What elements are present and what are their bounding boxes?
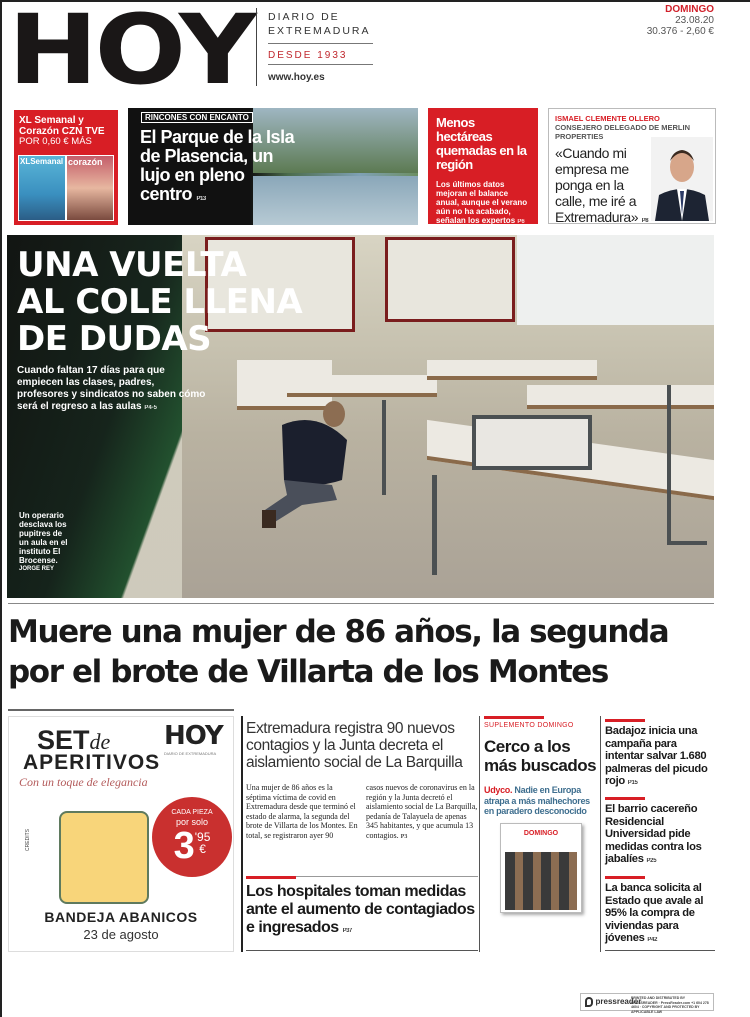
- page-ref: P4-5: [144, 405, 157, 411]
- ad-brand-logo: HOY: [164, 721, 223, 751]
- worker-figure: [262, 400, 352, 530]
- story-headline: Extremadura registra 90 nuevos contagios y la Junta decreta el aislamiento social de La Barquilla: [246, 720, 463, 771]
- classroom-wall: [517, 235, 714, 325]
- body-text: casos nuevos de coronavirus en la región y la Junta decretó el aislamiento social de La Barquilla, pedanía de Talayuela de apenas 345 habitantes, y que acumula 13 contagios.: [366, 783, 478, 840]
- classroom-window: [385, 237, 515, 322]
- teaser-headline: Menos hectáreas quemadas en la región: [436, 115, 527, 172]
- magazine-title: corazón: [68, 157, 103, 167]
- teaser-supplement[interactable]: [14, 110, 118, 225]
- interviewee-name: ISMAEL CLEMENTE OLLERO: [555, 114, 660, 123]
- brief-item[interactable]: [605, 719, 715, 790]
- page-ref: P37: [342, 928, 352, 934]
- classroom-desk: [287, 375, 437, 397]
- body-column: Una mujer de 86 años es la séptima víctima de covid en Extremadura desde que terminó el estado de alarma, la segunda del brote de Villarta de los Montes. En total, se registraron ayer 90: [246, 783, 358, 840]
- body-column: [366, 783, 478, 843]
- price-cents: '95: [194, 830, 211, 844]
- cover-photo-grid: [505, 852, 577, 910]
- story-hospitales[interactable]: [246, 880, 478, 940]
- page-ref: P25: [646, 858, 657, 865]
- headline-line: DE DUDAS: [17, 319, 212, 359]
- upturned-chair: [472, 415, 592, 470]
- story-body: [246, 783, 478, 843]
- headline-line: por el brote de Villarta de los Montes: [8, 654, 608, 690]
- pressreader-badge[interactable]: [580, 993, 714, 1014]
- suplemento-domingo[interactable]: [484, 716, 597, 913]
- teaser-kicker: RINCONES CON ENCANTO: [141, 112, 253, 123]
- page-ref: P15: [627, 780, 638, 787]
- masthead-logo[interactable]: HOY: [8, 0, 254, 106]
- headline-text: El barrio cacereño Residencial Universidad pide medidas contra los jabalíes: [605, 803, 702, 866]
- interviewee-role: CONSEJERO DELEGADO DE MERLIN PROPERTIES: [555, 123, 691, 141]
- badge-line: por solo: [175, 817, 209, 827]
- badge-line: CADA PIEZA: [171, 809, 213, 816]
- ad-aperitivos: APERITIVOS: [23, 751, 161, 774]
- pressreader-notice: PRINTED AND DISTRIBUTED BY PRESSREADER · PressReader.com +1 604 278 4604 · COPYRIGHT AND PROTECTED BY APPLICABLE LAW: [631, 996, 709, 1014]
- brief-headline: [605, 725, 715, 790]
- story-rule: [246, 950, 478, 951]
- suplemento-headline: Cerco a los más buscados: [484, 737, 597, 775]
- red-accent-bar: [484, 716, 544, 719]
- suplemento-summary: [484, 785, 597, 817]
- ad-vertical-text: CREDITS: [24, 829, 31, 851]
- price-currency: €: [199, 842, 206, 856]
- masthead-rule: [268, 64, 373, 65]
- suplemento-cover: [500, 823, 582, 913]
- de-word: de: [89, 729, 111, 754]
- quote-text: «Cuando mi empresa me ponga en la calle, me iré a Extremadura»: [555, 145, 639, 225]
- cover-title: DOMINGO: [523, 829, 559, 837]
- summary-text: Los últimos datos mejoran el balance anual, aunque el verano aún no ha acabado, señalan los expertos: [436, 180, 528, 225]
- ad-date: 23 de agosto: [83, 927, 159, 942]
- supplement-title: XL Semanal y Corazón CZN TVE: [19, 115, 105, 137]
- subtitle-line1: DIARIO DE: [268, 11, 340, 23]
- lead-headline[interactable]: [8, 612, 668, 692]
- page-ref: P42: [647, 937, 658, 944]
- masthead-divider: [256, 8, 257, 86]
- masthead-rule: [268, 43, 373, 44]
- pressreader-label: pressreader: [595, 997, 642, 1006]
- teaser-plasencia[interactable]: [128, 108, 418, 225]
- supplement-price: POR 0,60 € MÁS: [19, 136, 92, 147]
- main-story-summary: [17, 365, 207, 414]
- brief-item[interactable]: [605, 876, 715, 947]
- teaser-summary: [436, 180, 530, 227]
- brief-headline: [605, 882, 715, 947]
- set-word: SET: [37, 725, 90, 755]
- subtitle-line2: EXTREMADURA: [268, 25, 371, 37]
- column-divider: [600, 716, 601, 952]
- magazine-title: XLSemanal: [20, 157, 64, 166]
- section-rule: [8, 709, 234, 711]
- edition-date: 23.08.20: [675, 15, 714, 26]
- price-integer: 3: [173, 825, 195, 867]
- section-rule: [8, 603, 714, 604]
- summary-text: Cuando faltan 17 días para que empiecen las clases, padres, profesores y sindicatos no saben cómo será el regreso a las aulas: [17, 365, 206, 412]
- story-rule: [605, 950, 715, 951]
- plate-image: [59, 811, 149, 904]
- masthead-website[interactable]: www.hoy.es: [268, 72, 325, 83]
- photo-caption: [19, 511, 69, 574]
- red-accent-bar: [605, 719, 645, 722]
- ad-product-name: BANDEJA ABANICOS: [44, 909, 198, 925]
- teaser-interview[interactable]: [548, 108, 716, 224]
- page-ref: P8: [641, 218, 649, 224]
- story-contagios[interactable]: [246, 720, 478, 843]
- edition-day: DOMINGO: [665, 4, 714, 15]
- brief-headline: [605, 803, 715, 868]
- magazine-cover-corazon: [66, 155, 114, 221]
- main-story-photo[interactable]: [7, 235, 714, 598]
- main-story-headline[interactable]: [17, 247, 302, 358]
- headline-line: UNA VUELTA: [17, 245, 247, 285]
- interview-quote: [555, 145, 650, 229]
- masthead-since: DESDE 1933: [268, 50, 348, 61]
- teaser-headline: [140, 128, 300, 209]
- column-divider: [479, 716, 480, 952]
- page-ref: P13: [196, 196, 206, 202]
- suplemento-kicker: SUPLEMENTO DOMINGO: [484, 722, 574, 729]
- desk-leg: [432, 475, 437, 575]
- magazine-cover-xlsemanal: [18, 155, 66, 221]
- lead-word: Udyco.: [484, 785, 513, 795]
- column-divider: [241, 716, 243, 952]
- desk-leg: [382, 400, 386, 495]
- brief-item[interactable]: [605, 797, 715, 868]
- edition-price: 30.376 - 2,60 €: [646, 26, 714, 37]
- headline-text: Badajoz inicia una campaña para intentar salvar 1.680 palmeras del picudo rojo: [605, 725, 708, 788]
- headline-text: Los hospitales toman medidas ante el aumento de contagiados e ingresados: [246, 883, 475, 936]
- red-accent-bar: [246, 876, 296, 879]
- headline-line: Muere una mujer de 86 años, la segunda: [8, 614, 669, 650]
- photo-credit: JORGE REY: [19, 566, 55, 572]
- headline-line: AL COLE LLENA: [17, 282, 303, 322]
- headline-text: La banca solicita al Estado que avale al 95% la compra de viviendas para jóvenes: [605, 882, 704, 945]
- price-badge: [152, 797, 232, 877]
- red-accent-bar: [605, 797, 645, 800]
- ad-tagline: Con un toque de elegancia: [19, 775, 148, 789]
- pressreader-icon: [585, 997, 593, 1007]
- caption-text: Un operario desclava los pupitres de un aula en el instituto El Brocense.: [19, 511, 68, 565]
- advertisement[interactable]: [8, 716, 234, 952]
- upturned-chair: [667, 385, 707, 545]
- page-ref: P3: [400, 833, 408, 840]
- ad-brand-sub: DIARIO DE EXTREMADURA: [164, 751, 217, 756]
- edition-info: [647, 4, 714, 37]
- headline-text: El Parque de la Isla de Plasencia, un lujo en pleno centro: [140, 127, 295, 204]
- price-fraction: [195, 831, 211, 855]
- masthead-subtitle: [268, 10, 371, 38]
- classroom-desk: [427, 360, 597, 380]
- story-headline: [246, 883, 478, 940]
- portrait-photo: [651, 137, 713, 221]
- page-ref: P6: [517, 219, 525, 225]
- teaser-fires[interactable]: [428, 108, 538, 224]
- summary-text: Nadie en Europa atrapa a más malhechores en paradero desconocido: [484, 785, 590, 816]
- red-accent-bar: [605, 876, 645, 879]
